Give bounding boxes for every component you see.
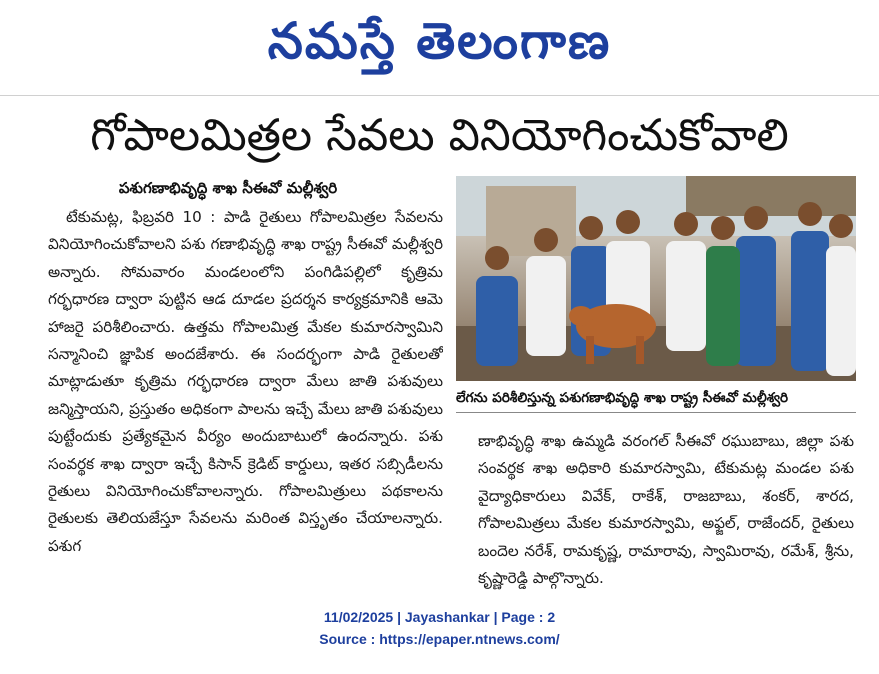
photo-caption: లేగను పరిశీలిస్తున్న పశుగణాభివృద్ధి శాఖ రాష్ట్ర సీఈవో మల్లీశ్వరి bbox=[456, 384, 856, 413]
masthead-divider bbox=[0, 95, 879, 96]
article-body-left-column bbox=[48, 204, 443, 590]
article-body-left-text: టేకుమట్ల, ఫిబ్రవరి 10 : పాడి రైతులు గోపాలమిత్రల సేవలను వినియోగించుకోవాలని పశు గణాభివృద్ధి శాఖ రాష్ట్ర సీఈవో మల్లీశ్వరి అన్నారు. సోమవారం మండలంలోని పంగిడిపల్లిలో కృత్రిమ గర్భధారణ ద్వారా పుట్టిన ఆడ దూడల ప్రదర్శన కార్యక్రమానికి ఆమె హాజరై పరిశీలించారు. ఉత్తమ గోపాలమిత్ర మేకల కుమారస్వామిని సన్మానించి జ్ఞాపిక అందజేశారు. ఈ సందర్భంగా పాడి రైతులతో మాట్లాడుతూ కృత్రిమ గర్భధారణ ద్వారా మేలు జాతి పశువులు జన్మిస్తాయని, ప్రస్తుతం అధికంగా పాలను ఇచ్చే మేలు జాతి పశువులు పుట్టేందుకు ప్రత్యేకమైన వీర్యం అందుబాటులో ఉందన్నారు. పశు సంవర్థక శాఖ ద్వారా ఇచ్చే కిసాన్ క్రెడిట్ కార్డులు, ఇతర సబ్సిడీలను రైతులు వినియోగించుకోవాలన్నారు. గోపాలమిత్రులు పథకాలను రైతులకు తెలియజేస్తూ సేవలను మరింత విస్తృతం చేయాలన్నారు. పశుగ bbox=[48, 208, 443, 555]
footer-source-link[interactable]: Source : https://epaper.ntnews.com/ bbox=[319, 631, 560, 647]
article-body-right-column bbox=[478, 428, 854, 590]
article-photo bbox=[456, 176, 856, 381]
page-footer bbox=[0, 606, 879, 650]
article-subhead: పశుగణాభివృద్ధి శాఖ సీఈవో మల్లీశ్వరి bbox=[118, 179, 338, 197]
footer-date-edition: 11/02/2025 | Jayashankar | Page : 2 bbox=[323, 609, 556, 625]
article-body-right-text: ణాభివృద్ధి శాఖ ఉమ్మడి వరంగల్ సీఈవో రఘుబాబు, జిల్లా పశు సంవర్థక శాఖ అధికారి కుమారస్వామి, టేకుమట్ల మండల పశు వైద్యాధికారులు వివేక్, రాకేశ్, రాజబాబు, శంకర్, శారద, గోపాలమిత్రలు మేకల కుమారస్వామి, అఫ్జల్, రాజేందర్, రైతులు బందెల నరేశ్, రామకృష్ణ, రామారావు, స్వామిరావు, రమేశ్, శ్రీను, కృష్ణారెడ్డి పాల్గొన్నారు. bbox=[478, 432, 854, 588]
article-headline: గోపాలమిత్రల సేవలు వినియోగించుకోవాలి bbox=[90, 110, 789, 161]
newspaper-masthead: నమస్తే తెలంగాణ bbox=[267, 12, 612, 70]
